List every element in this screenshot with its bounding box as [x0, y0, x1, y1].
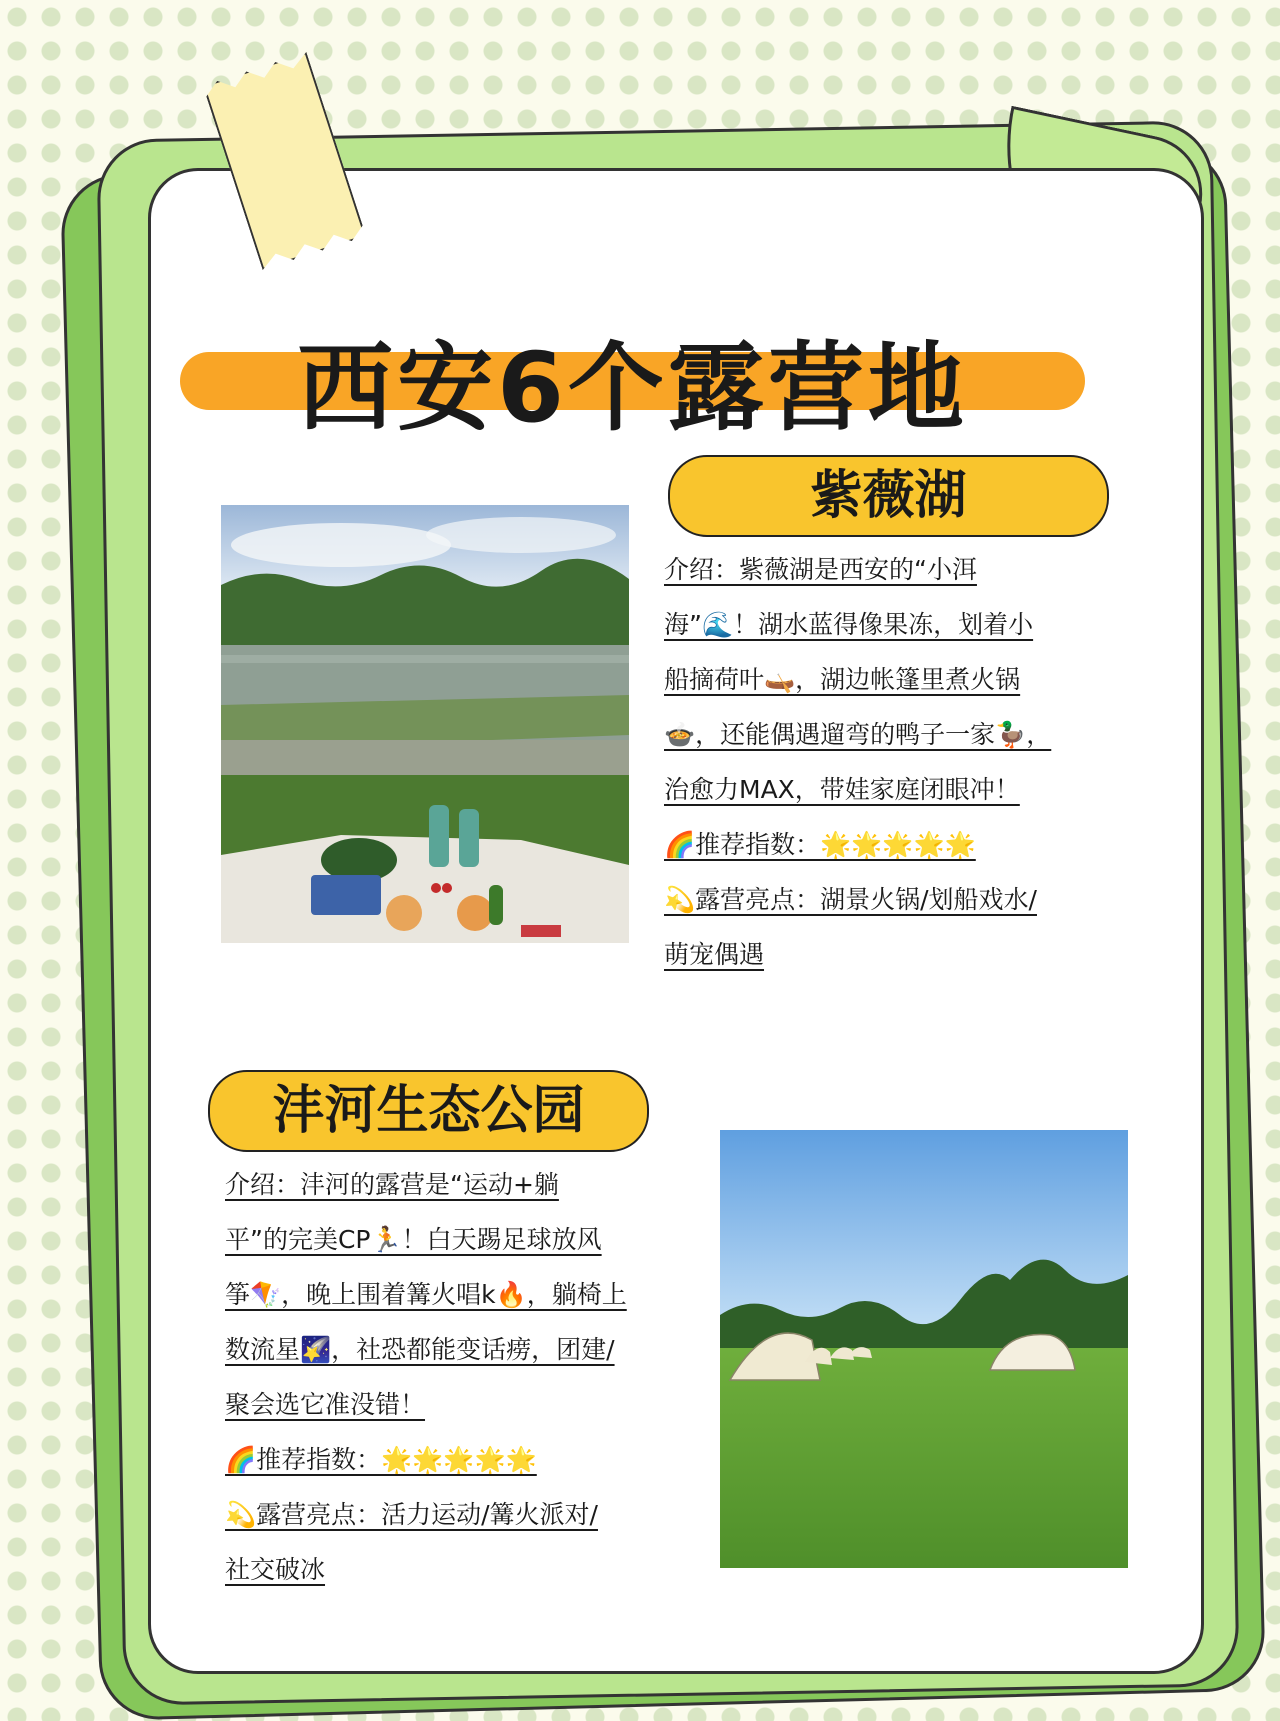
rating-line: 🌈推荐指数：🌟🌟🌟🌟🌟 [664, 830, 976, 859]
section-title-ziweihu: 紫薇湖 [668, 455, 1109, 537]
highlights-line: 萌宠偶遇 [664, 940, 765, 969]
description-line: 介绍：紫薇湖是西安的“小洱 [664, 555, 977, 584]
rating-line: 🌈推荐指数：🌟🌟🌟🌟🌟 [225, 1445, 537, 1474]
description-line: 治愈力MAX，带娃家庭闭眼冲！ [664, 775, 1020, 804]
section-description-ziweihu [664, 542, 1114, 982]
lake-picnic-photo [221, 505, 629, 943]
description-line: 聚会选它准没错！ [225, 1390, 426, 1419]
description-line: 船摘荷叶🛶，湖边帐篷里煮火锅 [664, 665, 1021, 694]
page-title: 西安6个露营地 [297, 332, 968, 444]
highlights-line: 💫露营亮点：湖景火锅/划船戏水/ [664, 885, 1037, 914]
description-line: 平”的完美CP🏃！白天踢足球放风 [225, 1225, 602, 1254]
description-line: 介绍：沣河的露营是“运动+躺 [225, 1170, 559, 1199]
highlights-line: 💫露营亮点：活力运动/篝火派对/ [225, 1500, 598, 1529]
description-line: 筝🪁，晚上围着篝火唱k🔥，躺椅上 [225, 1280, 627, 1309]
campsite-tents-photo [720, 1130, 1128, 1568]
section-description-fenghe [225, 1157, 695, 1597]
description-line: 海”🌊！湖水蓝得像果冻，划着小 [664, 610, 1034, 639]
description-line: 数流星🌠，社恐都能变话痨，团建/ [225, 1335, 615, 1364]
section-title-fenghe: 沣河生态公园 [208, 1070, 649, 1152]
description-line: 🍲，还能偶遇遛弯的鸭子一家🦆， [664, 720, 1052, 749]
highlights-line: 社交破冰 [225, 1555, 326, 1584]
